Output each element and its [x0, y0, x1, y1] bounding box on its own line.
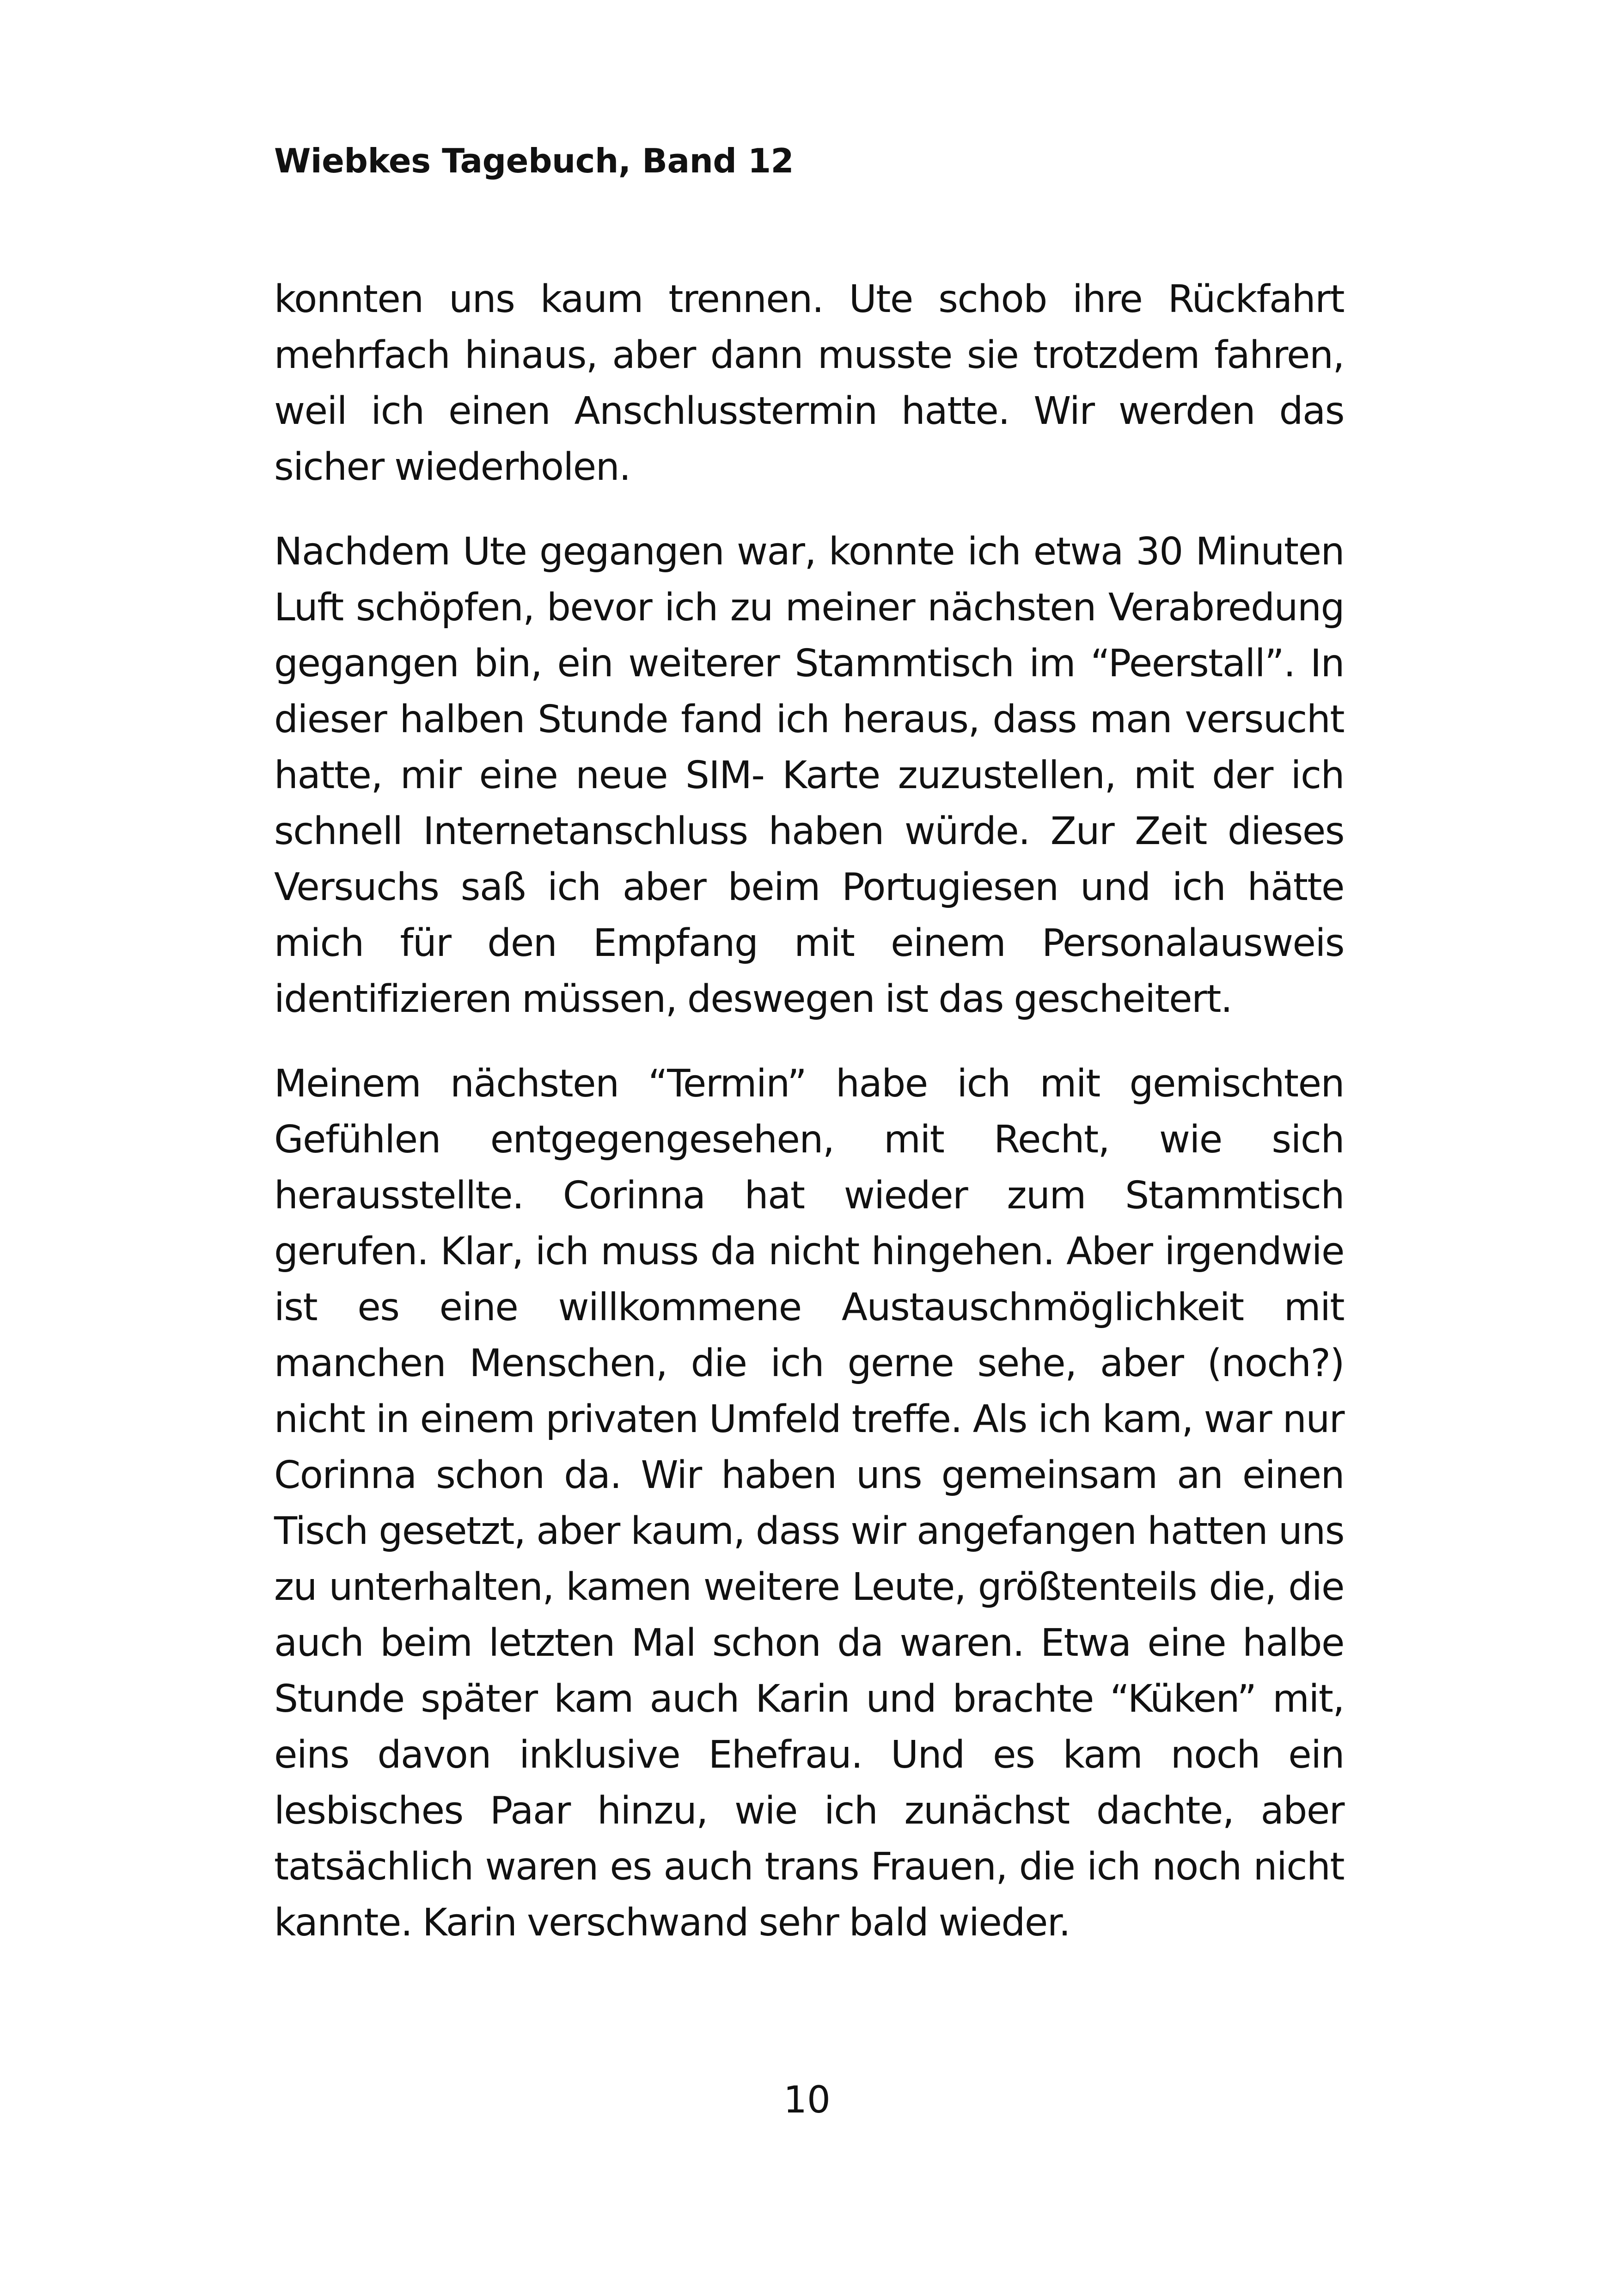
body-text — [274, 271, 1344, 1951]
paragraph-3: Meinem nächsten “Termin” habe ich mit gemischten Gefühlen entgegengesehen, mit Recht, wie sich herausstellte. Corinna hat wieder zum Stammtisch gerufen. Klar, ich muss da nicht hingehen. Aber irgendwie ist es eine willkommene Austauschmöglichkeit mit manchen Menschen, die ich gerne sehe, aber (noch?) nicht in einem privaten Umfeld treffe. Als ich kam, war nur Corinna schon da. Wir haben uns gemeinsam an einen Tisch gesetzt, aber kaum, dass wir angefangen hatten uns zu unterhalten, kamen weitere Leute, größtenteils die, die auch beim letzten Mal schon da waren. Etwa eine halbe Stunde später kam auch Karin und brachte “Küken” mit, eins davon inklusive Ehefrau. Und es kam noch ein lesbisches Paar hinzu, wie ich zunächst dachte, aber tatsächlich waren es auch trans Frauen, die ich noch nicht kannte. Karin verschwand sehr bald wieder. — [274, 1062, 1344, 1945]
paragraph-2: Nachdem Ute gegangen war, konnte ich etwa 30 Minuten Luft schöpfen, bevor ich zu meiner nächsten Verabredung gegangen bin, ein weiterer Stammtisch im “Peerstall”. In dieser halben Stunde fand ich heraus, dass man versucht hatte, mir eine neue SIM- Karte zuzustellen, mit der ich schnell Internetanschluss haben würde. Zur Zeit dieses Versuchs saß ich aber beim Portugiesen und ich hätte mich für den Empfang mit einem Personalausweis identifizieren müssen, deswegen ist das gescheitert. — [274, 530, 1344, 1021]
running-header: Wiebkes Tagebuch, Band 12 — [274, 141, 794, 180]
page-number: 10 — [783, 2078, 831, 2121]
paragraph-1: konnten uns kaum trennen. Ute schob ihre Rückfahrt mehrfach hinaus, aber dann musste sie trotzdem fahren, weil ich einen Anschlusstermin hatte. Wir werden das sicher wiederholen. — [274, 277, 1344, 489]
